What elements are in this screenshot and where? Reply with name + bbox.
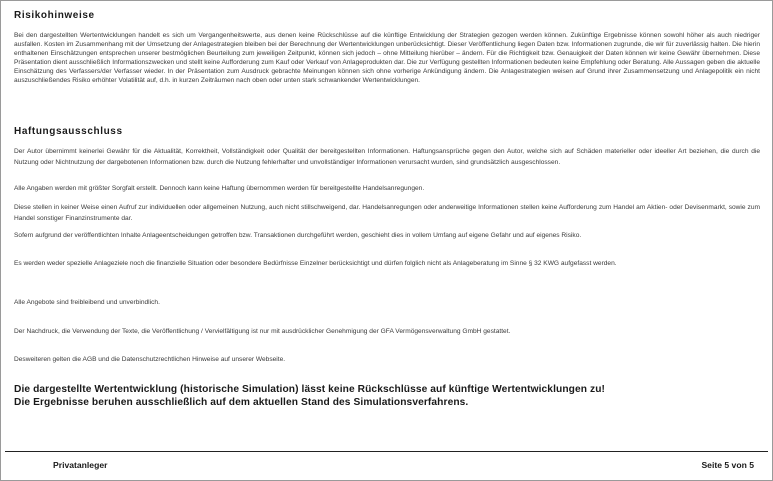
risk-heading: Risikohinweise (14, 10, 95, 21)
liability-paragraph-5: Es werden weder spezielle Anlageziele noch die finanzielle Situation oder besondere Bedürfnisse Einzelner berücksichtigt und dürfen folglich nicht als Anlageberatung im Sinne § 32 KWG aufgefasst werden. (14, 260, 617, 267)
liability-paragraph-4: Sofern aufgrund der veröffentlichten Inhalte Anlageentscheidungen getroffen bzw. Transaktionen durchgeführt werden, geschieht dies in vollem Umfang auf eigene Gefahr und auf eigenes Risiko. (14, 232, 582, 239)
simulation-note-line-1: Die dargestellte Wertentwicklung (historische Simulation) lässt keine Rückschlüsse auf künftige Wertentwicklungen zu! (14, 384, 606, 395)
footer-page-number: Seite 5 von 5 (701, 460, 754, 470)
liability-paragraph-2: Alle Angaben werden mit größter Sorgfalt erstellt. Dennoch kann keine Haftung übernommen werden für bereitgestellte Handelsanregungen. (14, 185, 425, 192)
liability-heading: Haftungsausschluss (14, 126, 123, 137)
simulation-note-line-2: Die Ergebnisse beruhen ausschließlich auf dem aktuellen Stand des Simulationsverfahrens. (14, 397, 469, 408)
footer-divider (5, 451, 768, 452)
liability-paragraph-6: Alle Angebote sind freibleibend und unverbindlich. (14, 299, 160, 306)
liability-paragraph-1: Der Autor übernimmt keinerlei Gewähr für die Aktualität, Korrektheit, Vollständigkeit oder Qualität der bereitgestellten Informationen. Haftungsansprüche gegen den Autor, welche sich auf Schäden materieller oder ideeller Art beziehen, die durch die Nutzung oder Nichtnutzung der dargebotenen Informationen bzw. durch die Nutzung fehlerhafter und unvollständiger Informationen verursacht wurden, sind grundsätzlich ausgeschlossen. (14, 148, 760, 166)
liability-paragraph-3: Diese stellen in keiner Weise einen Aufruf zur individuellen oder allgemeinen Nutzung, auch nicht stillschweigend, dar. Handelsanregungen oder anderweitige Informationen stellen keine Aufforderung zum Handel am Aktien- oder Devisenmarkt, sowie zum Handel sonstiger Finanzinstrumente dar. (14, 204, 760, 222)
footer-audience: Privatanleger (53, 460, 108, 470)
liability-paragraph-8: Desweiteren gelten die AGB und die Datenschutzrechtlichen Hinweise auf unserer Webseite. (14, 356, 286, 363)
liability-paragraph-7: Der Nachdruck, die Verwendung der Texte, die Veröffentlichung / Vervielfältigung ist nur mit ausdrücklicher Genehmigung der GFA Vermögensverwaltung GmbH gestattet. (14, 328, 511, 335)
risk-paragraph: Bei den dargestellten Wertentwicklungen handelt es sich um Vergangenheitswerte, aus denen keine Rückschlüsse auf die künftige Entwicklung der Strategien gezogen werden können. Zukünftige Ergebnisse können sowohl höher als auch niedriger ausfallen. Kosten im Zusammenhang mit der Umsetzung der Anlagestrategien bleiben bei der Berechnung der Wertentwicklungen unberücksichtigt. Dieser Veröffentlichung liegen Daten bzw. Informationen zugrunde, die wir für zuverlässig halten. Die hierin enthaltenen Einschätzungen entsprechen unserer bestmöglichen Beurteilung zum jeweiligen Zeitpunkt, können sich jedoch – ohne Mitteilung hierüber – ändern. Für die Richtigkeit bzw. Genauigkeit der Daten können wir keine Gewähr übernehmen. Diese Präsentation dient ausschließlich Informationszwecken und stellt keine Aufforderung zum Kauf oder Verkauf von Anlageprodukten dar. Die zur Verfügung gestellten Informationen bedeuten keine Empfehlung oder Beratung. Alle Aussagen geben die aktuelle Einschätzung des Verfassers/der Verfasser wieder. In der Präsentation zum Ausdruck gebrachte Meinungen können sich ohne vorherige Ankündigung ändern. Die Anlagestrategien weisen auf Grund ihrer Zusammensetzung und Anlagepolitik ein nicht auszuschließendes Risiko erhöhter Volatilität auf, d.h. in kurzen Zeiträumen nach oben oder unten stark schwankender Wertentwicklungen. (14, 32, 760, 84)
